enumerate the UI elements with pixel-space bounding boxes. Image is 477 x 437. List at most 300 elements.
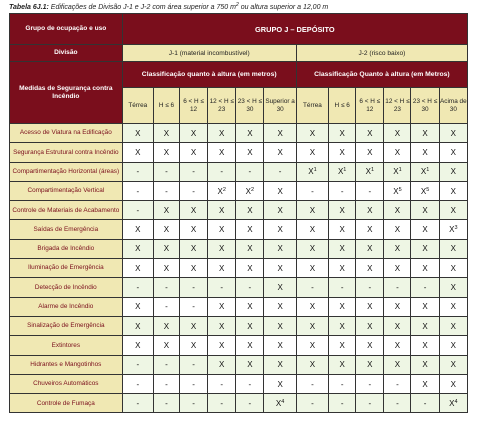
requirement-cell	[411, 355, 439, 374]
requirement-cell	[153, 239, 179, 258]
requirement-cell	[208, 297, 236, 316]
requirement-mark: X	[394, 225, 401, 235]
requirement-mark: X	[247, 302, 253, 312]
requirement-cell	[264, 355, 296, 374]
requirement-mark: -	[192, 302, 195, 312]
requirement-cell	[208, 201, 236, 220]
requirement-mark: -	[136, 398, 140, 408]
requirement-mark: X	[219, 340, 225, 350]
measure-label: Alarme de Incêndio	[10, 297, 123, 316]
table-row	[10, 181, 468, 200]
requirement-cell	[236, 297, 264, 316]
requirement-mark: X	[450, 321, 456, 331]
requirement-mark: -	[396, 398, 399, 408]
requirement-cell	[329, 124, 356, 143]
requirement-cell	[179, 259, 207, 278]
requirement-cell	[356, 355, 384, 374]
requirement-cell	[356, 336, 384, 355]
requirement-cell	[153, 394, 179, 413]
requirement-mark: X	[422, 244, 428, 254]
requirement-cell	[411, 278, 439, 297]
group-value: GRUPO J – DEPÓSITO	[122, 14, 467, 45]
requirement-cell	[411, 394, 439, 413]
requirement-cell	[264, 162, 296, 181]
requirement-cell	[356, 394, 384, 413]
requirement-mark: -	[220, 283, 224, 293]
requirement-cell	[208, 355, 236, 374]
requirement-mark: -	[192, 360, 195, 370]
footnote-ref: 1	[370, 167, 374, 174]
requirement-cell	[296, 394, 328, 413]
requirement-mark: X	[394, 263, 401, 273]
requirement-cell	[439, 201, 467, 220]
requirement-mark: X	[219, 244, 225, 254]
requirement-cell	[411, 316, 439, 335]
requirement-cell	[208, 259, 236, 278]
requirement-cell	[356, 201, 384, 220]
requirement-cell	[439, 394, 467, 413]
requirement-mark: X	[339, 340, 345, 350]
requirement-cell	[296, 374, 328, 393]
requirement-mark: X	[309, 244, 316, 254]
requirement-cell	[296, 316, 328, 335]
requirement-cell	[329, 355, 356, 374]
requirement-cell	[179, 336, 207, 355]
requirement-cell	[208, 162, 236, 181]
requirement-mark: X	[450, 360, 456, 370]
height-col-j1: H ≤ 6	[153, 88, 179, 124]
measures-label: Medidas de Segurança contra Incêndio	[10, 62, 123, 124]
requirement-cell	[153, 143, 179, 162]
requirement-mark: X	[394, 360, 401, 370]
requirement-mark: X	[450, 244, 456, 254]
requirement-cell	[296, 124, 328, 143]
requirement-cell	[236, 143, 264, 162]
height-col-j2: H ≤ 6	[329, 88, 356, 124]
requirement-mark: X	[450, 263, 456, 273]
requirement-mark: X	[422, 379, 428, 389]
measure-label: Chuveiros Automáticos	[10, 374, 123, 393]
footnote-ref: 1	[313, 167, 317, 174]
requirement-cell	[264, 239, 296, 258]
requirement-cell	[153, 124, 179, 143]
requirement-cell	[296, 201, 328, 220]
requirement-cell	[264, 278, 296, 297]
height-col-j2: 12 < H ≤ 23	[384, 88, 411, 124]
requirement-mark: X	[422, 302, 428, 312]
requirement-cell	[411, 297, 439, 316]
requirement-mark: X	[190, 263, 197, 273]
requirement-mark: X	[277, 147, 283, 157]
height-col-j2: 6 < H ≤ 12	[356, 88, 384, 124]
requirement-cell	[439, 162, 467, 181]
requirement-cell	[153, 316, 179, 335]
requirement-mark: -	[165, 283, 168, 293]
measure-label: Compartimentação Vertical	[10, 181, 123, 200]
requirement-mark: X	[367, 128, 373, 138]
requirement-cell	[329, 316, 356, 335]
requirement-cell	[122, 181, 153, 200]
height-col-j1: 6 < H ≤ 12	[179, 88, 207, 124]
requirement-cell	[356, 316, 384, 335]
requirement-mark: X	[247, 263, 253, 273]
requirement-cell	[356, 374, 384, 393]
requirement-mark: X	[393, 167, 399, 177]
measure-label: Brigada de Incêndio	[10, 239, 123, 258]
requirement-mark: X	[135, 147, 141, 157]
requirement-cell	[296, 162, 328, 181]
requirement-mark: X	[190, 340, 197, 350]
requirement-mark: X	[277, 225, 283, 235]
requirement-mark: X	[450, 340, 456, 350]
requirement-mark: X	[450, 379, 456, 389]
requirement-mark: X	[367, 244, 373, 254]
requirement-cell	[384, 124, 411, 143]
requirement-cell	[439, 259, 467, 278]
requirement-cell	[329, 374, 356, 393]
requirement-cell	[384, 201, 411, 220]
requirement-cell	[236, 239, 264, 258]
requirement-mark: X	[367, 205, 373, 215]
requirement-cell	[236, 220, 264, 239]
requirement-cell	[439, 297, 467, 316]
requirement-mark: X	[450, 167, 456, 177]
requirement-mark: X	[367, 147, 373, 157]
requirement-cell	[122, 278, 153, 297]
footnote-ref: 1	[426, 167, 430, 174]
requirement-cell	[411, 181, 439, 200]
caption-text: Edificações de Divisão J-1 e J-2 com área superior a 750 m	[48, 4, 236, 11]
requirement-mark: X	[163, 205, 170, 215]
requirement-mark: -	[368, 186, 372, 196]
requirement-mark: -	[340, 398, 344, 408]
requirement-mark: -	[248, 398, 252, 408]
requirement-cell	[411, 143, 439, 162]
requirement-cell	[122, 316, 153, 335]
measure-label: Compartimentação Horizontal (áreas)	[10, 162, 123, 181]
requirement-mark: X	[277, 186, 283, 196]
requirement-cell	[384, 297, 411, 316]
footnote-ref: 5	[398, 186, 402, 193]
requirement-mark: X	[190, 321, 197, 331]
measure-label: Iluminação de Emergência	[10, 259, 123, 278]
table-row	[10, 220, 468, 239]
requirement-mark: X	[422, 225, 428, 235]
requirement-cell	[153, 374, 179, 393]
requirement-cell	[208, 143, 236, 162]
requirement-cell	[179, 220, 207, 239]
requirement-mark: -	[165, 167, 168, 177]
requirement-mark: X	[219, 147, 225, 157]
requirement-cell	[153, 278, 179, 297]
requirement-mark: X	[367, 360, 373, 370]
requirement-mark: X	[450, 186, 456, 196]
requirement-mark: -	[368, 283, 372, 293]
requirement-mark: X	[339, 263, 345, 273]
requirement-cell	[329, 201, 356, 220]
requirement-mark: X	[135, 340, 141, 350]
requirement-cell	[122, 220, 153, 239]
requirement-mark: -	[192, 398, 195, 408]
table-caption	[9, 2, 469, 11]
requirement-cell	[179, 239, 207, 258]
requirement-mark: X	[394, 340, 401, 350]
requirement-mark: X	[245, 186, 252, 196]
requirement-cell	[439, 316, 467, 335]
requirement-cell	[122, 374, 153, 393]
requirement-mark: X	[393, 186, 399, 196]
requirement-cell	[329, 239, 356, 258]
requirement-cell	[384, 278, 411, 297]
requirement-mark: X	[339, 360, 345, 370]
table-row	[10, 201, 468, 220]
requirement-cell	[296, 336, 328, 355]
requirement-cell	[411, 239, 439, 258]
requirement-cell	[329, 162, 356, 181]
requirement-mark: X	[275, 398, 282, 408]
requirement-cell	[296, 143, 328, 162]
requirement-cell	[356, 162, 384, 181]
requirement-mark: X	[367, 321, 373, 331]
requirement-cell	[264, 297, 296, 316]
requirement-mark: X	[367, 263, 373, 273]
requirement-mark: -	[136, 167, 140, 177]
requirement-cell	[384, 220, 411, 239]
table-row	[10, 297, 468, 316]
requirement-mark: X	[449, 225, 455, 235]
requirement-mark: X	[309, 302, 316, 312]
requirement-mark: X	[163, 340, 170, 350]
requirement-cell	[153, 297, 179, 316]
requirement-cell	[296, 355, 328, 374]
table-row	[10, 143, 468, 162]
requirement-cell	[329, 394, 356, 413]
requirement-mark: X	[247, 321, 253, 331]
requirement-cell	[122, 394, 153, 413]
requirement-cell	[153, 220, 179, 239]
requirement-cell	[329, 336, 356, 355]
requirement-mark: -	[220, 167, 224, 177]
requirement-cell	[179, 316, 207, 335]
requirement-mark: X	[450, 283, 456, 293]
requirement-cell	[264, 143, 296, 162]
requirement-mark: X	[247, 360, 253, 370]
requirement-cell	[384, 143, 411, 162]
requirement-cell	[384, 374, 411, 393]
requirement-mark: -	[248, 379, 252, 389]
table-row	[10, 259, 468, 278]
requirement-cell	[439, 124, 467, 143]
requirement-mark: X	[309, 147, 316, 157]
requirement-mark: -	[136, 205, 140, 215]
requirement-mark: X	[450, 302, 456, 312]
requirement-mark: -	[278, 167, 282, 177]
requirement-mark: -	[165, 379, 168, 389]
requirement-mark: X	[163, 263, 170, 273]
requirement-cell	[264, 394, 296, 413]
requirement-mark: X	[219, 302, 225, 312]
requirement-mark: X	[394, 128, 401, 138]
requirement-cell	[122, 162, 153, 181]
requirement-mark: -	[396, 379, 399, 389]
requirement-cell	[384, 394, 411, 413]
requirement-cell	[179, 124, 207, 143]
requirement-cell	[356, 124, 384, 143]
requirement-mark: -	[165, 302, 168, 312]
requirement-mark: X	[394, 302, 401, 312]
requirement-cell	[439, 220, 467, 239]
footnote-ref: 4	[454, 398, 458, 405]
requirement-mark: -	[311, 283, 314, 293]
requirement-mark: X	[135, 321, 141, 331]
requirement-cell	[153, 336, 179, 355]
requirement-cell	[411, 374, 439, 393]
requirement-cell	[179, 143, 207, 162]
requirement-mark: X	[422, 360, 428, 370]
requirement-cell	[122, 201, 153, 220]
requirement-mark: -	[220, 398, 224, 408]
requirement-cell	[329, 297, 356, 316]
requirement-mark: -	[340, 283, 344, 293]
requirement-mark: X	[394, 205, 401, 215]
requirement-mark: -	[311, 379, 314, 389]
requirement-mark: -	[396, 283, 399, 293]
requirement-mark: X	[420, 186, 427, 196]
requirement-mark: X	[277, 340, 283, 350]
requirement-cell	[356, 297, 384, 316]
requirement-mark: X	[394, 147, 401, 157]
requirement-cell	[122, 336, 153, 355]
requirement-mark: X	[190, 147, 197, 157]
requirement-mark: X	[339, 128, 345, 138]
caption-prefix: Tabela 6J.1:	[9, 4, 49, 11]
requirement-mark: X	[219, 263, 225, 273]
requirement-mark: X	[190, 244, 197, 254]
requirement-cell	[411, 124, 439, 143]
requirement-cell	[179, 181, 207, 200]
requirement-mark: -	[248, 167, 252, 177]
requirement-cell	[439, 355, 467, 374]
requirement-cell	[296, 239, 328, 258]
requirement-mark: X	[365, 167, 371, 177]
requirement-mark: -	[340, 379, 344, 389]
requirement-mark: X	[277, 360, 283, 370]
requirement-cell	[439, 336, 467, 355]
requirement-mark: X	[422, 128, 428, 138]
requirement-mark: X	[247, 205, 253, 215]
table-row	[10, 394, 468, 413]
requirement-cell	[179, 201, 207, 220]
requirement-mark: X	[190, 128, 197, 138]
requirement-cell	[122, 259, 153, 278]
requirement-mark: X	[450, 128, 456, 138]
requirement-mark: X	[163, 225, 170, 235]
requirement-cell	[153, 201, 179, 220]
requirement-mark: X	[135, 225, 141, 235]
requirement-mark: X	[163, 147, 170, 157]
requirement-cell	[356, 278, 384, 297]
requirement-cell	[208, 374, 236, 393]
caption-suffix: ou altura superior a 12,00 m	[238, 4, 329, 11]
requirement-cell	[329, 181, 356, 200]
requirement-cell	[179, 374, 207, 393]
requirement-cell	[208, 220, 236, 239]
requirement-cell	[439, 278, 467, 297]
requirement-mark: X	[277, 128, 283, 138]
measure-label: Hidrantes e Mangotinhos	[10, 355, 123, 374]
requirement-cell	[329, 278, 356, 297]
requirement-cell	[179, 278, 207, 297]
requirement-mark: -	[423, 398, 427, 408]
requirement-cell	[264, 259, 296, 278]
height-col-j1: 23 < H ≤ 30	[236, 88, 264, 124]
requirement-mark: -	[423, 283, 427, 293]
requirement-cell	[296, 259, 328, 278]
footnote-ref: 5	[426, 186, 430, 193]
requirement-mark: -	[192, 379, 195, 389]
requirement-cell	[384, 336, 411, 355]
requirement-mark: X	[339, 147, 345, 157]
footnote-ref: 4	[281, 398, 285, 405]
requirement-cell	[264, 181, 296, 200]
requirement-cell	[264, 336, 296, 355]
requirement-mark: -	[192, 283, 195, 293]
requirement-cell	[384, 181, 411, 200]
requirement-cell	[264, 124, 296, 143]
requirement-cell	[236, 201, 264, 220]
requirement-mark: -	[136, 379, 140, 389]
requirement-cell	[153, 355, 179, 374]
requirement-mark: X	[309, 128, 316, 138]
requirement-mark: -	[340, 186, 344, 196]
requirement-cell	[179, 297, 207, 316]
requirement-mark: X	[163, 321, 170, 331]
requirement-cell	[236, 336, 264, 355]
requirement-mark: -	[368, 398, 372, 408]
requirement-mark: -	[192, 186, 195, 196]
requirement-mark: -	[220, 379, 224, 389]
division-j2: J-2 (risco baixo)	[296, 45, 467, 62]
requirement-cell	[296, 220, 328, 239]
requirement-mark: X	[247, 244, 253, 254]
requirement-mark: -	[136, 186, 140, 196]
requirement-cell	[153, 181, 179, 200]
requirement-mark: X	[190, 205, 197, 215]
requirement-cell	[208, 181, 236, 200]
table-row	[10, 316, 468, 335]
requirement-cell	[153, 259, 179, 278]
height-col-j1: Térrea	[122, 88, 153, 124]
requirement-mark: X	[367, 340, 373, 350]
requirement-mark: -	[368, 379, 372, 389]
requirement-mark: X	[422, 340, 428, 350]
requirement-mark: -	[136, 283, 140, 293]
requirement-cell	[179, 394, 207, 413]
requirement-cell	[411, 259, 439, 278]
requirement-cell	[411, 336, 439, 355]
requirement-mark: X	[309, 340, 316, 350]
requirement-cell	[236, 394, 264, 413]
table-row	[10, 278, 468, 297]
requirement-cell	[236, 316, 264, 335]
requirement-mark: X	[420, 167, 427, 177]
requirement-cell	[208, 239, 236, 258]
requirement-cell	[356, 181, 384, 200]
requirement-mark: X	[135, 128, 141, 138]
requirement-cell	[329, 143, 356, 162]
requirement-cell	[356, 259, 384, 278]
table-row	[10, 336, 468, 355]
